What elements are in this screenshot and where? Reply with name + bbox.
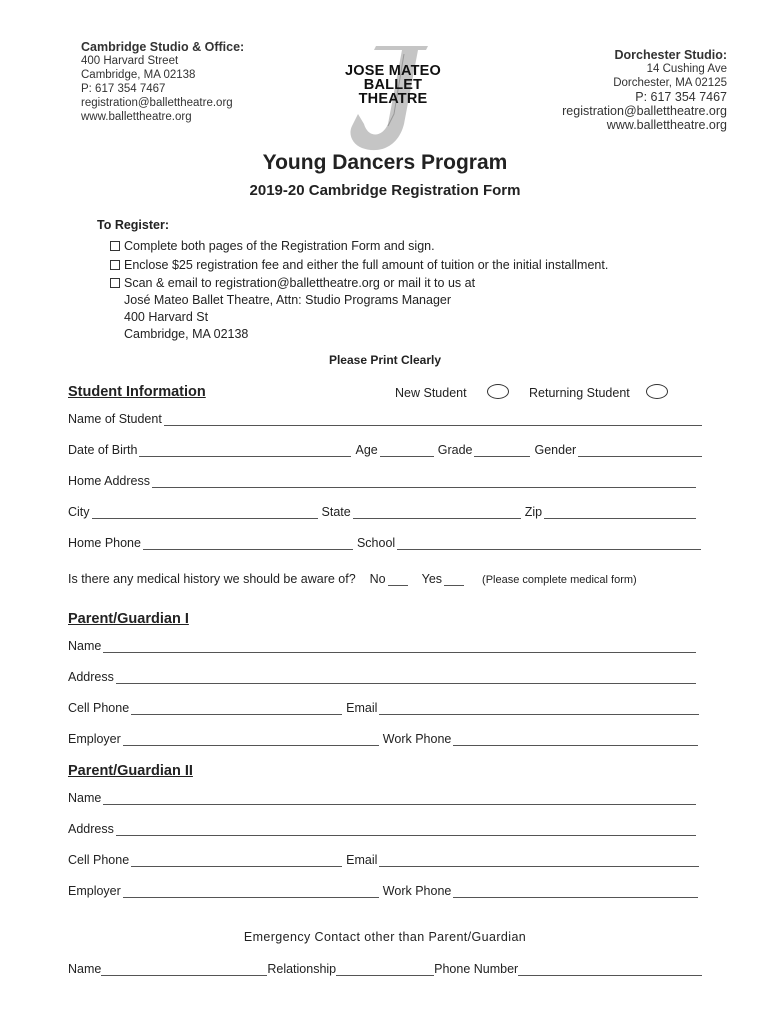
medical-no-input[interactable]: [388, 573, 408, 586]
guardian1-address-input[interactable]: [116, 671, 696, 684]
cambridge-contact: [81, 40, 244, 124]
new-student-radio[interactable]: [487, 384, 509, 399]
guardian2-address-input[interactable]: [116, 823, 696, 836]
city-input[interactable]: [92, 506, 318, 519]
gender-label: Gender: [534, 443, 577, 457]
dorchester-web: www.ballettheatre.org: [606, 118, 727, 132]
zip-label: Zip: [524, 505, 543, 519]
cambridge-street: 400 Harvard Street: [81, 55, 179, 67]
home-address-input[interactable]: [152, 475, 696, 488]
school-input[interactable]: [397, 537, 701, 550]
guardian1-work-phone-label: Work Phone: [382, 732, 452, 746]
mail-address: [124, 292, 451, 343]
register-item-2: [110, 257, 608, 274]
cambridge-city: Cambridge, MA 02138: [81, 69, 196, 81]
guardian1-email-input[interactable]: [379, 702, 699, 715]
dorchester-heading: Dorchester Studio:: [614, 48, 727, 62]
guardian1-address-label: Address: [68, 670, 114, 684]
medical-row: [68, 572, 637, 586]
guardian1-name-field: [68, 639, 696, 653]
register-item-1: [110, 238, 435, 255]
new-student-label: New Student: [395, 386, 467, 400]
state-input[interactable]: [353, 506, 521, 519]
medical-yes-label: Yes: [421, 572, 443, 586]
guardian2-employer-input[interactable]: [123, 885, 379, 898]
emergency-name-label: Name: [68, 962, 102, 976]
mail-address-line-1: José Mateo Ballet Theatre, Attn: Studio Programs Manager: [124, 293, 452, 307]
emergency-relationship-label: Relationship: [267, 962, 337, 976]
dorchester-city: Dorchester, MA 02125: [613, 77, 727, 89]
register-item-2-text: Enclose $25 registration fee and either the full amount of tuition or the initial installment.: [124, 258, 609, 272]
guardian1-cell-row: [68, 701, 699, 715]
guardian1-email-label: Email: [346, 701, 378, 715]
student-section-heading: Student Information: [68, 384, 206, 400]
zip-input[interactable]: [544, 506, 696, 519]
register-item-3-text: Scan & email to registration@ballettheatre.org or mail it to us at: [124, 276, 476, 290]
home-phone-label: Home Phone: [68, 536, 141, 550]
guardian2-email-label: Email: [346, 853, 378, 867]
home-address-field: [68, 474, 696, 488]
city-row: [68, 505, 696, 519]
mail-address-line-3: Cambridge, MA 02138: [124, 327, 249, 341]
guardian2-work-phone-label: Work Phone: [382, 884, 452, 898]
logo-line-2: BALLET: [363, 77, 423, 93]
guardian2-cell-label: Cell Phone: [68, 853, 130, 867]
home-phone-input[interactable]: [143, 537, 353, 550]
state-label: State: [321, 505, 351, 519]
guardian1-employer-label: Employer: [68, 732, 121, 746]
cambridge-email: registration@ballettheatre.org: [81, 97, 233, 109]
cambridge-web: www.ballettheatre.org: [81, 111, 192, 123]
guardian1-name-input[interactable]: [103, 640, 696, 653]
guardian1-heading: Parent/Guardian I: [68, 611, 189, 627]
student-name-input[interactable]: [164, 413, 702, 426]
dob-input[interactable]: [139, 444, 351, 457]
register-item-1-text: Complete both pages of the Registration Form and sign.: [124, 239, 435, 253]
print-clearly: Please Print Clearly: [328, 353, 442, 367]
register-heading: To Register:: [97, 218, 169, 232]
guardian2-cell-row: [68, 853, 699, 867]
guardian1-cell-input[interactable]: [131, 702, 342, 715]
school-label: School: [356, 536, 396, 550]
guardian1-cell-label: Cell Phone: [68, 701, 130, 715]
logo: [338, 44, 458, 156]
age-input[interactable]: [380, 444, 434, 457]
guardian1-employer-row: [68, 732, 698, 746]
emergency-name-input[interactable]: [101, 963, 267, 976]
medical-yes-input[interactable]: [444, 573, 464, 586]
phone-school-row: [68, 536, 701, 550]
grade-label: Grade: [437, 443, 473, 457]
emergency-phone-label: Phone Number: [434, 962, 519, 976]
emergency-relationship-input[interactable]: [336, 963, 434, 976]
emergency-heading: Emergency Contact other than Parent/Guardian: [243, 930, 527, 944]
guardian1-address-field: [68, 670, 696, 684]
register-item-3: [110, 275, 475, 292]
logo-line-3: THEATRE: [358, 91, 428, 107]
cambridge-phone: P: 617 354 7467: [81, 83, 166, 95]
student-name-label: Name of Student: [68, 412, 162, 426]
dorchester-street: 14 Cushing Ave: [646, 63, 727, 75]
page-title: Young Dancers Program: [262, 151, 508, 174]
guardian2-work-phone-input[interactable]: [453, 885, 698, 898]
checkbox-2[interactable]: [110, 260, 120, 270]
cambridge-heading: Cambridge Studio & Office:: [81, 40, 245, 54]
guardian2-email-input[interactable]: [379, 854, 699, 867]
gender-input[interactable]: [578, 444, 702, 457]
emergency-row: [68, 962, 702, 976]
dorchester-phone: P: 617 354 7467: [635, 90, 727, 104]
home-address-label: Home Address: [68, 474, 150, 488]
checkbox-1[interactable]: [110, 241, 120, 251]
guardian2-address-label: Address: [68, 822, 114, 836]
emergency-phone-input[interactable]: [518, 963, 702, 976]
age-label: Age: [355, 443, 378, 457]
medical-note: (Please complete medical form): [482, 574, 637, 586]
dob-row: [68, 443, 702, 457]
guardian2-cell-input[interactable]: [131, 854, 342, 867]
dorchester-contact: [562, 48, 727, 132]
returning-student-label: Returning Student: [529, 386, 630, 400]
guardian2-name-label: Name: [68, 791, 102, 805]
guardian2-employer-label: Employer: [68, 884, 121, 898]
medical-no-label: No: [369, 572, 386, 586]
checkbox-3[interactable]: [110, 278, 120, 288]
guardian2-employer-row: [68, 884, 698, 898]
dob-label: Date of Birth: [68, 443, 138, 457]
guardian2-name-field: [68, 791, 696, 805]
returning-student-radio[interactable]: [646, 384, 668, 399]
medical-question: Is there any medical history we should be aware of?: [68, 572, 356, 586]
dorchester-email: registration@ballettheatre.org: [562, 104, 727, 118]
guardian2-name-input[interactable]: [103, 792, 696, 805]
guardian2-heading: Parent/Guardian II: [68, 763, 193, 779]
city-label: City: [68, 505, 90, 519]
logo-line-1: JOSE MATEO: [345, 63, 441, 79]
guardian1-employer-input[interactable]: [123, 733, 379, 746]
guardian1-work-phone-input[interactable]: [453, 733, 698, 746]
guardian2-address-field: [68, 822, 696, 836]
mail-address-line-2: 400 Harvard St: [124, 310, 209, 324]
student-name-field: [68, 412, 702, 426]
page-subtitle: 2019-20 Cambridge Registration Form: [249, 182, 521, 199]
grade-input[interactable]: [474, 444, 530, 457]
guardian1-name-label: Name: [68, 639, 102, 653]
